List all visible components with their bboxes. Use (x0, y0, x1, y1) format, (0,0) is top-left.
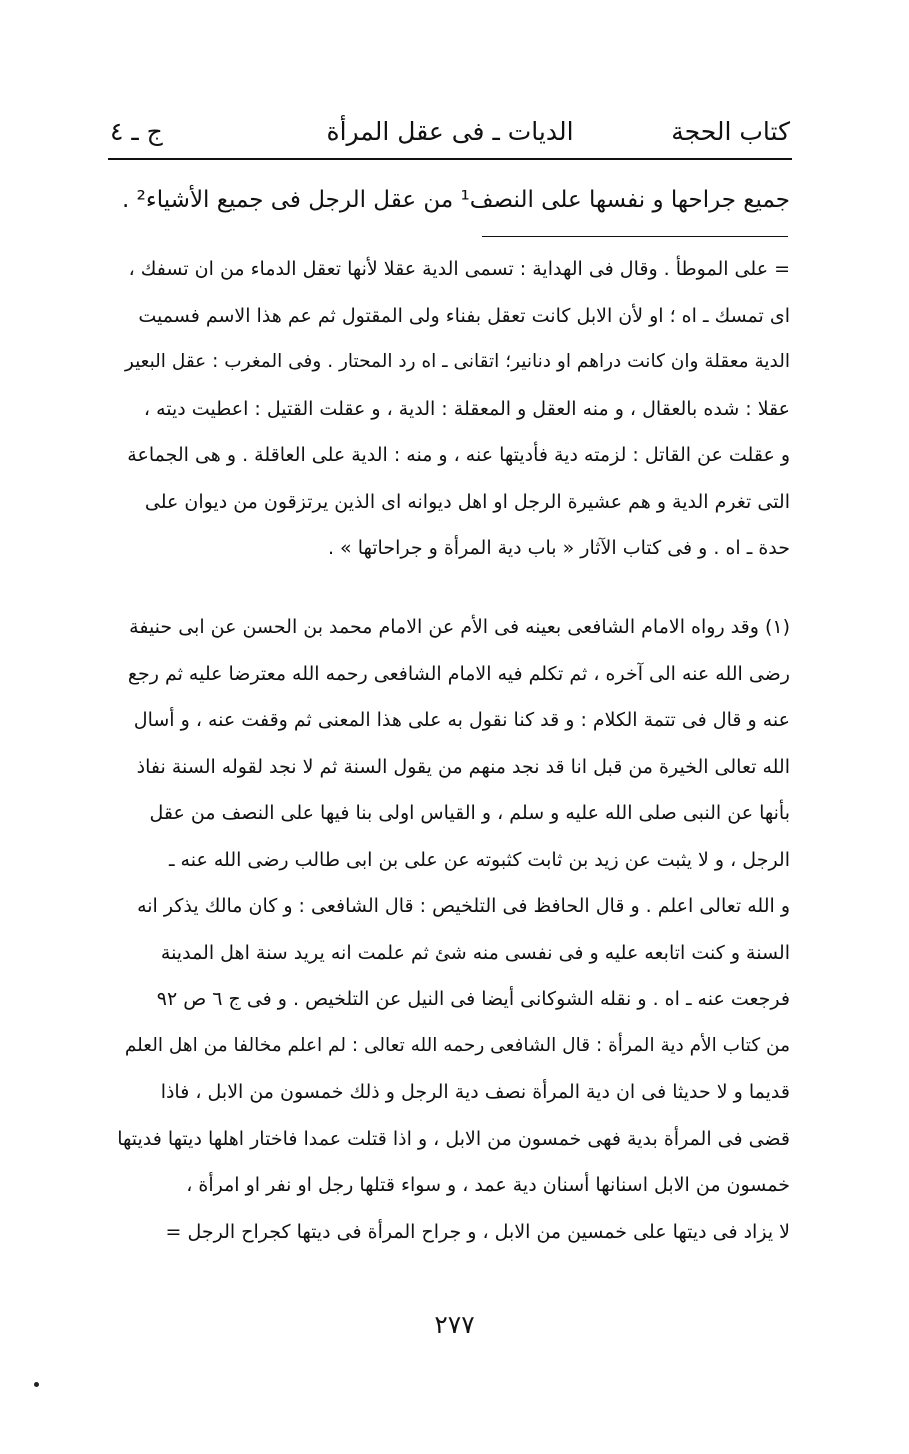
footnote-line: خمسون من الابل اسنانها أسنان دية عمد ، و سواء قتلها رجل او نفر او امرأة ، (186, 1174, 790, 1196)
footnote-line: بأنها عن النبى صلى الله عليه و سلم ، و القياس اولى بنا فيها على النصف من عقل (149, 802, 790, 824)
header-rule (108, 158, 792, 160)
footnote-line: = على الموطأ . وقال فى الهداية : تسمى الدية عقلا لأنها تعقل الدماء من ان تسفك ، (128, 258, 790, 280)
footnote-line: رضى الله عنه الى آخره ، ثم تكلم فيه الامام الشافعى رحمه الله معترضا عليه ثم رجع (127, 662, 790, 685)
footnote-line: (١) وقد رواه الامام الشافعى بعينه فى الأم عن الامام محمد بن الحسن عن ابى حنيفة (129, 616, 790, 638)
footnote-line: الرجل ، و لا يثبت عن زيد بن ثابت كثبوته عن على بن ابى طالب رضى الله عنه ـ (168, 848, 790, 871)
footnote-line: قديما و لا حديثا فى ان دية المرأة نصف دية الرجل و ذلك خمسون من الابل ، فاذا (160, 1081, 790, 1103)
main-text: جميع جراحها و نفسها على النصف¹ من عقل الرجل فى جميع الأشياء² . (122, 187, 790, 213)
header-chapter-title: الديات ـ فى عقل المرأة (326, 117, 574, 146)
footnote-line: الله تعالى الخيرة من قبل انا قد نجد منهم من يقول السنة ثم لا نجد لقوله السنة نفاذ (136, 755, 790, 778)
running-header (110, 112, 790, 152)
scan-speck (34, 1382, 39, 1387)
footnote-line: من كتاب الأم دية المرأة : قال الشافعى رحمه الله تعالى : لم اعلم مخالفا من اهل العلم (124, 1034, 790, 1056)
footnote-line: لا يزاد فى ديتها على خمسين من الابل ، و جراح المرأة فى ديتها كجراح الرجل = (165, 1220, 790, 1243)
footnote-line: الدية معقلة وان كانت دراهم او دنانير؛ اتقانى ـ اه رد المحتار . وفى المغرب : عقل البعير (124, 351, 790, 372)
footnote-continuation (110, 246, 790, 572)
header-book-title: كتاب الحجة (671, 117, 790, 146)
footnote-separator (482, 236, 788, 237)
footnote-line: فرجعت عنه ـ اه . و نقله الشوكانى أيضا فى النيل عن التلخيص . و فى ج ٦ ص ٩٢ (156, 988, 790, 1010)
footnote-line: اى تمسك ـ اه ؛ او لأن الابل كانت تعقل بفناء ولى المقتول ثم عم هذا الاسم فسميت (138, 304, 790, 327)
footnote-line: عقلا : شده بالعقال ، و منه العقل و المعقلة : الدية ، و عقلت القتيل : اعطيت ديته ، (143, 397, 790, 420)
footnote-1 (110, 604, 790, 1255)
footnote-line: و الله تعالى اعلم . و قال الحافظ فى التلخيص : قال الشافعى : و كان مالك يذكر انه (137, 895, 790, 917)
page-number: ٢٧٧ (434, 1310, 475, 1339)
footnote-line: السنة و كنت اتابعه عليه و فى نفسى منه شئ ثم علمت انه يريد سنة اهل المدينة (160, 941, 790, 964)
header-volume: ج ـ ٤ (110, 117, 163, 146)
footnote-line: عنه و قال فى تتمة الكلام : و قد كنا نقول به على هذا المعنى ثم وقفت عنه ، و أسال (133, 709, 790, 731)
footnote-line: التى تغرم الدية و هم عشيرة الرجل او اهل ديوانه اى الذين يرتزقون من ديوان على (144, 490, 790, 513)
footnote-line: و عقلت عن القاتل : لزمته دية فأديتها عنه ، و منه : الدية على العاقلة . و هى الجماعة (127, 444, 790, 466)
footnote-line: قضى فى المرأة بدية فهى خمسون من الابل ، و اذا قتلت عمدا فاختار اهلها ديتها فديتها (117, 1127, 790, 1150)
footnote-line: حدة ـ اه . و فى كتاب الآثار « باب دية المرأة و جراحاتها » . (327, 537, 790, 559)
